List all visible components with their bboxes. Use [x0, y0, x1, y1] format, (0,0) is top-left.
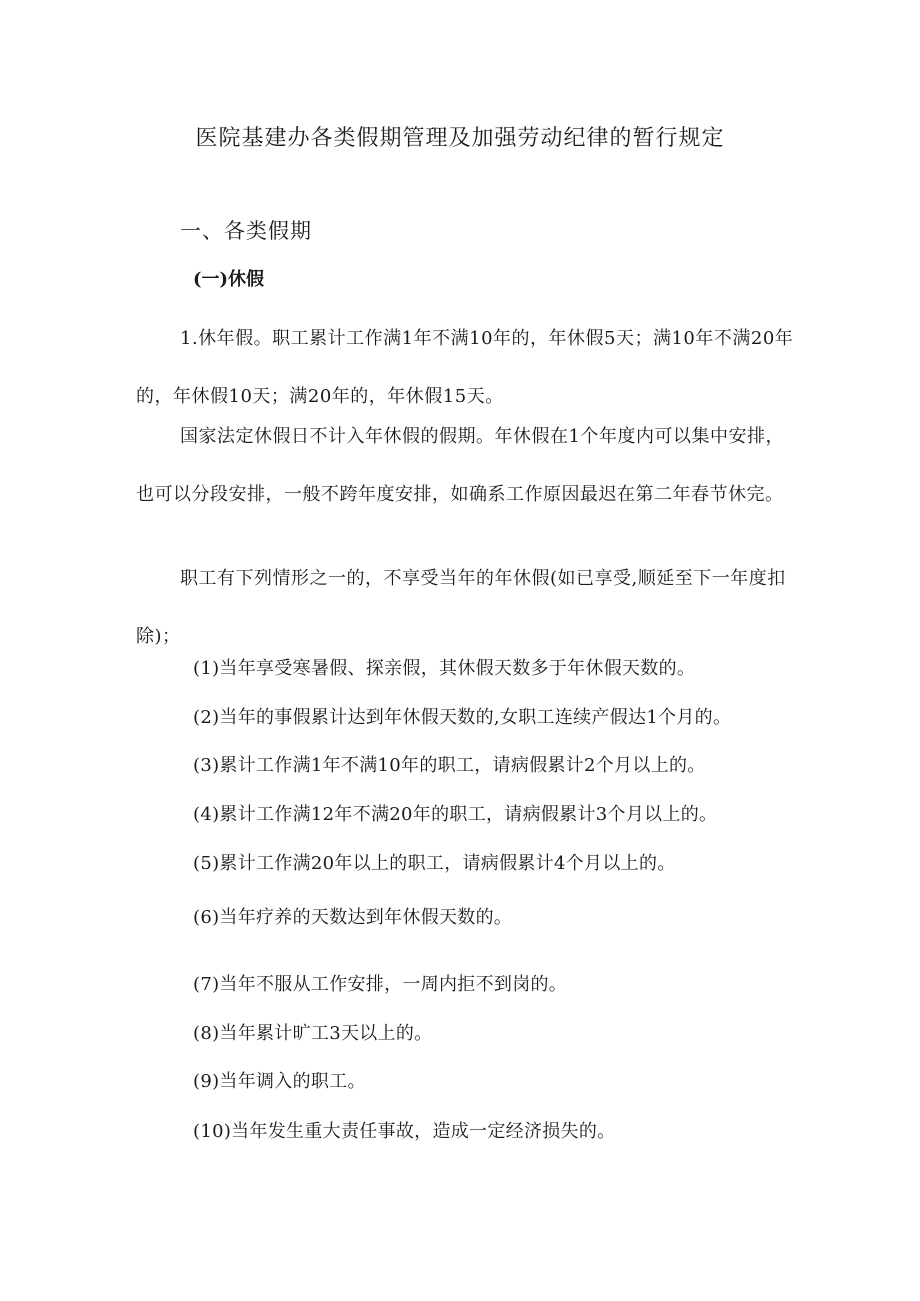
paragraph-annual-leave: 1.休年假。职工累计工作满1年不满10年的，年休假5天；满10年不满20年的，年休假10天；满20年的，年休假15天。	[136, 328, 794, 407]
document-title: 医院基建办各类假期管理及加强劳动纪律的暂行规定	[195, 126, 725, 151]
list-item: (4)累计工作满12年不满20年的职工，请病假累计3个月以上的。	[193, 804, 718, 825]
list-item: (5)累计工作满20年以上的职工，请病假累计4个月以上的。	[193, 853, 676, 874]
list-item: (6)当年疗养的天数达到年休假天数的。	[193, 907, 513, 928]
list-item: (1)当年享受寒暑假、探亲假，其休假天数多于年休假天数的。	[193, 658, 696, 679]
section-heading: 一、各类假期	[180, 219, 312, 243]
list-item: (9)当年调入的职工。	[193, 1071, 366, 1092]
subsection-heading: (一)休假	[193, 269, 265, 290]
list-item: (8)当年累计旷工3天以上的。	[193, 1023, 433, 1044]
list-item: (2)当年的事假累计达到年休假天数的,女职工连续产假达1个月的。	[193, 707, 732, 728]
paragraph-exclusions: 职工有下列情形之一的，不享受当年的年休假(如已享受,顺延至下一年度扣除)；	[136, 568, 786, 647]
list-item: (3)累计工作满1年不满10年的职工，请病假累计2个月以上的。	[193, 755, 706, 776]
list-item: (10)当年发生重大责任事故，造成一定经济损失的。	[193, 1121, 616, 1142]
paragraph-leave-arrangement: 国家法定休假日不计入年休假的假期。年休假在1个年度内可以集中安排，也可以分段安排，一般不跨年度安排，如确系工作原因最迟在第二年春节休完。	[136, 426, 784, 505]
list-item: (7)当年不服从工作安排，一周内拒不到岗的。	[193, 974, 568, 995]
